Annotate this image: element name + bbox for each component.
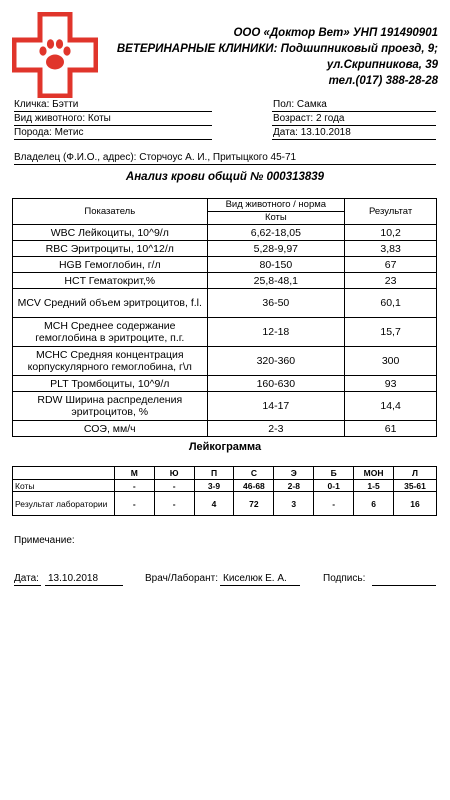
indicator-cell: СОЭ, мм/ч	[13, 421, 208, 437]
norm-cell: 2-3	[207, 421, 345, 437]
indicator-cell: PLT Тромбоциты, 10^9/л	[13, 376, 208, 392]
col-result-header: Результат	[345, 199, 437, 225]
table-row	[13, 376, 437, 392]
signature-label: Подпись:	[323, 573, 366, 584]
indicator-cell: HCT Гематокрит,%	[13, 273, 208, 289]
result-cell: 15,7	[345, 318, 437, 347]
patient-age: Возраст: 2 года	[273, 113, 345, 124]
table-row	[13, 421, 437, 437]
clinic-header	[117, 25, 438, 89]
indicator-cell: WBC Лейкоциты, 10^9/л	[13, 225, 208, 241]
result-value: 72	[234, 492, 274, 516]
indicator-cell: MCV Средний объем эритроцитов, f.l.	[13, 289, 208, 318]
leukogram-title: Лейкограмма	[188, 441, 262, 453]
date-label: Дата:	[14, 573, 39, 584]
result-cell: 10,2	[345, 225, 437, 241]
leukogram-norm-row	[13, 480, 437, 492]
empty-header-cell	[13, 467, 115, 480]
result-cell: 23	[345, 273, 437, 289]
note-label: Примечание:	[14, 535, 75, 546]
result-value: 4	[194, 492, 234, 516]
clinic-address-2: ул.Скрипникова, 39	[326, 59, 438, 71]
result-value: 3	[274, 492, 314, 516]
norm-cell: 36-50	[207, 289, 345, 318]
patient-sex: Пол: Самка	[273, 99, 327, 110]
result-cell: 14,4	[345, 392, 437, 421]
result-cell: 300	[345, 347, 437, 376]
norm-cell: 5,28-9,97	[207, 241, 345, 257]
result-cell: 67	[345, 257, 437, 273]
indicator-cell: MCHC Средняя концентрация корпускулярного гемоглобина, г\л	[13, 347, 208, 376]
header-b: Б	[314, 467, 354, 480]
header-mon: МОН	[354, 467, 394, 480]
patient-breed: Порода: Метис	[14, 127, 84, 138]
norm-cell: 25,8-48,1	[207, 273, 345, 289]
table-row	[13, 257, 437, 273]
table-row	[13, 273, 437, 289]
norm-value: 1-5	[354, 480, 394, 492]
leukogram-result-row	[13, 492, 437, 516]
norm-value: 3-9	[194, 480, 234, 492]
result-value: -	[314, 492, 354, 516]
norm-cell: 80-150	[207, 257, 345, 273]
result-cell: 3,83	[345, 241, 437, 257]
leukogram-header-row	[13, 467, 437, 480]
norm-value: 2-8	[274, 480, 314, 492]
result-value: 16	[394, 492, 437, 516]
table-row	[13, 318, 437, 347]
result-cell: 61	[345, 421, 437, 437]
analysis-title: Анализ крови общий № 000313839	[125, 171, 325, 183]
norm-cell: 14-17	[207, 392, 345, 421]
header-yu: Ю	[154, 467, 194, 480]
patient-name: Кличка: Бэтти	[14, 99, 79, 110]
norm-cell: 6,62-18,05	[207, 225, 345, 241]
owner-field: Владелец (Ф.И.О., адрес): Сторчоус А. И., Притыцкого 45-71	[14, 152, 297, 163]
patient-date: Дата: 13.10.2018	[273, 127, 351, 138]
result-value: -	[154, 492, 194, 516]
result-cell: 93	[345, 376, 437, 392]
clinic-name: ООО «Доктор Вет» УНП 191490901	[233, 27, 438, 39]
result-value: -	[114, 492, 154, 516]
indicator-cell: HGB Гемоглобин, г/л	[13, 257, 208, 273]
table-row	[13, 241, 437, 257]
norm-value: 35-61	[394, 480, 437, 492]
leukogram-table	[12, 466, 437, 516]
patient-species: Вид животного: Коты	[14, 113, 111, 124]
col-species-header: Коты	[207, 212, 345, 225]
doctor-label: Врач/Лаборант:	[145, 573, 218, 584]
norm-label: Коты	[13, 480, 115, 492]
header-l: Л	[394, 467, 437, 480]
indicator-cell: RDW Ширина распределения эритроцитов, %	[13, 392, 208, 421]
norm-value: -	[114, 480, 154, 492]
header-m: М	[114, 467, 154, 480]
date-value: 13.10.2018	[48, 573, 99, 584]
table-row	[13, 225, 437, 241]
table-row	[13, 289, 437, 318]
norm-value: 46-68	[234, 480, 274, 492]
col-indicator-header: Показатель	[13, 199, 208, 225]
blood-analysis-table	[12, 198, 437, 437]
header-p: П	[194, 467, 234, 480]
table-row	[13, 392, 437, 421]
indicator-cell: MCH Среднее содержание гемоглобина в эритроците, п.г.	[13, 318, 208, 347]
norm-value: 0-1	[314, 480, 354, 492]
clinic-address: ВЕТЕРИНАРНЫЕ КЛИНИКИ: Подшипниковый проезд, 9;	[116, 43, 438, 55]
result-cell: 60,1	[345, 289, 437, 318]
clinic-phone: тел.(017) 388-28-28	[328, 75, 438, 87]
table-row	[13, 347, 437, 376]
doctor-value: Киселюк Е. А.	[223, 573, 287, 584]
norm-cell: 12-18	[207, 318, 345, 347]
clinic-logo-icon	[12, 12, 98, 98]
col-species-norm-header: Вид животного / норма	[207, 199, 345, 212]
result-label: Результат лаборатории	[13, 492, 115, 516]
header-s: С	[234, 467, 274, 480]
indicator-cell: RBC Эритроциты, 10^12/л	[13, 241, 208, 257]
header-e: Э	[274, 467, 314, 480]
result-value: 6	[354, 492, 394, 516]
norm-cell: 320-360	[207, 347, 345, 376]
norm-cell: 160-630	[207, 376, 345, 392]
norm-value: -	[154, 480, 194, 492]
